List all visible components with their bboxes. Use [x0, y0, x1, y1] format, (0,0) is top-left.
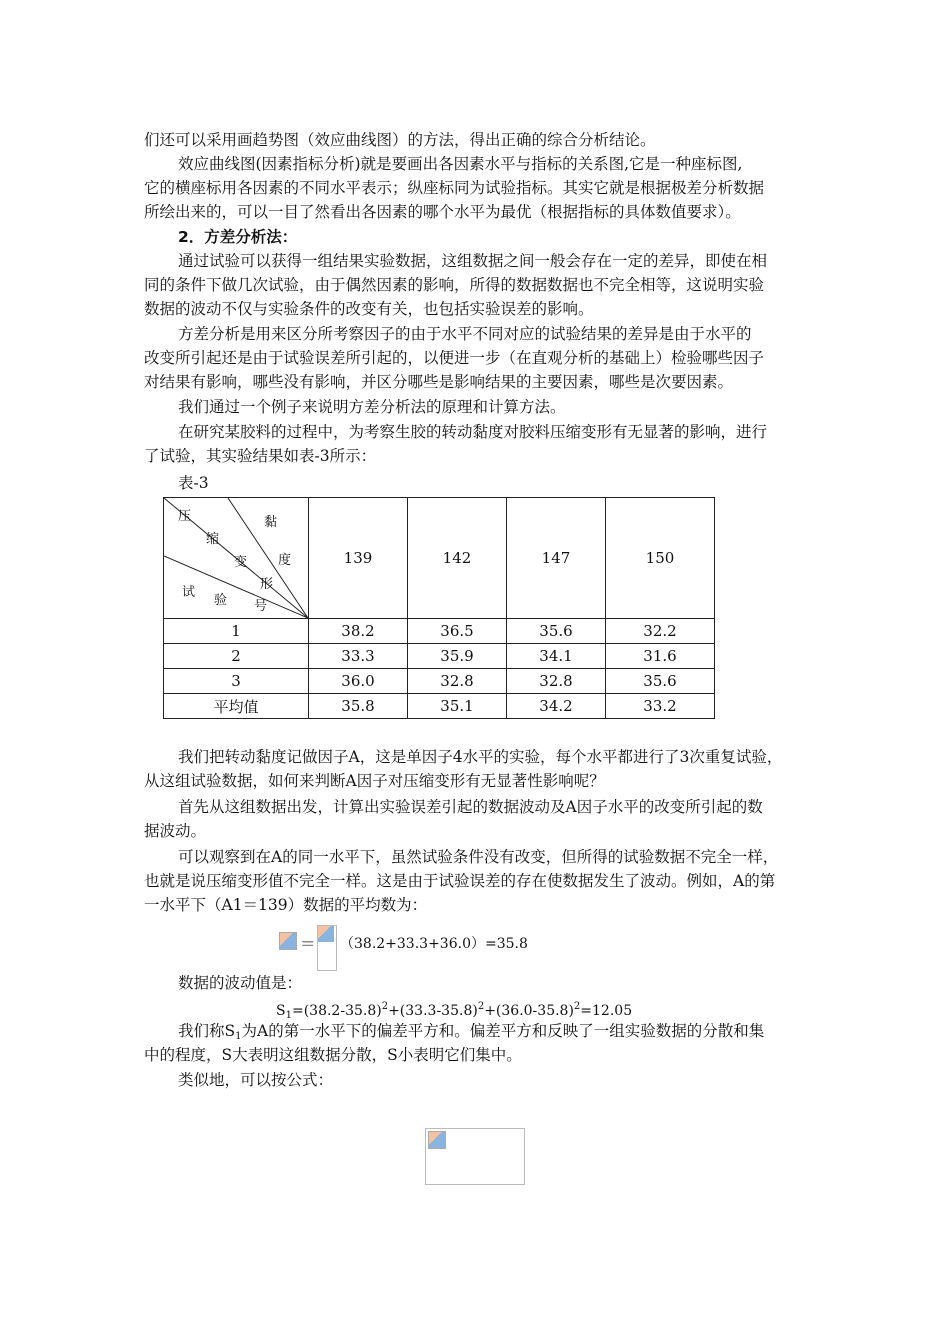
table-cell: 33.2	[606, 694, 715, 719]
section-heading: 2．方差分析法：	[178, 228, 298, 246]
paragraph-study-2: 了试验，其实验结果如表-3所示：	[144, 447, 377, 465]
paragraph-variance-1: 通过试验可以获得一组结果实验数据，这组数据之间一般会存在一定的差异，即使在相	[178, 252, 768, 270]
paragraph-fluctuation: 数据的波动值是：	[178, 974, 303, 992]
equation-average: （38.2+33.3+36.0）=35.8	[340, 936, 528, 952]
paragraph-effect-curve-2: 它的横座标用各因素的不同水平表示；纵座标同为试验指标。其实它就是根据极差分析数据	[144, 179, 765, 197]
table-cell: 32.2	[606, 619, 715, 644]
paragraph-anova-1: 方差分析是用来区分所考察因子的由于水平不同对应的试验结果的差异是由于水平的	[178, 325, 752, 343]
diag-label: 度	[278, 553, 292, 568]
table-row-average	[164, 694, 715, 719]
row-label: 1	[164, 619, 309, 644]
equation-equals: ＝	[300, 935, 316, 953]
paragraph-effect-curve-1: 效应曲线图(因素指标分析)就是要画出各因素水平与指标的关系图,它是一种座标图,	[178, 155, 743, 173]
table-header-row	[164, 498, 715, 619]
paragraph-factor-2: 从这组试验数据，如何来判断A因子对压缩变形有无显著性影响呢？	[144, 772, 605, 790]
paragraph-observe-2: 也就是说压缩变形值不完全一样。这是由于试验误差的存在使数据发生了波动。例如，A的第	[144, 872, 776, 890]
paragraph-start-1: 首先从这组数据出发，计算出实验误差引起的数据波动及A因子水平的改变所引起的数	[178, 798, 763, 816]
table-cell: 32.8	[408, 669, 507, 694]
paragraph-observe-1: 可以观察到在A的同一水平下，虽然试验条件没有改变，但所得的试验数据不完全一样，	[178, 848, 779, 866]
paragraph-factor-1: 我们把转动黏度记做因子A，这是单因子4水平的实验，每个水平都进行了3次重复试验，	[178, 748, 783, 766]
paragraph-deviation-2: 中的程度，S大表明这组数据分散，S小表明它们集中。	[144, 1046, 522, 1064]
diag-label: 形	[260, 577, 274, 592]
paragraph-start-2: 据波动。	[144, 822, 207, 840]
image-placeholder-icon	[428, 1131, 446, 1149]
paragraph-example-intro: 我们通过一个例子来说明方差分析法的原理和计算方法。	[178, 398, 566, 416]
paragraph-anova-3: 对结果有影响，哪些没有影响，并区分哪些是影响结果的主要因素，哪些是次要因素。	[144, 373, 734, 391]
diag-label: 试	[182, 585, 196, 600]
table-cell: 36.0	[309, 669, 408, 694]
table-cell: 34.1	[507, 644, 606, 669]
diag-label: 号	[254, 599, 268, 614]
table-cell: 35.6	[606, 669, 715, 694]
table-cell: 34.2	[507, 694, 606, 719]
diagonal-header-cell	[164, 498, 309, 619]
row-label: 3	[164, 669, 309, 694]
column-header: 142	[408, 498, 507, 619]
diag-label: 黏	[264, 515, 278, 530]
table-cell: 35.9	[408, 644, 507, 669]
table-cell: 32.8	[507, 669, 606, 694]
paragraph-study-1: 在研究某胶料的过程中，为考察生胶的转动黏度对胶料压缩变形有无显著的影响，进行	[178, 423, 768, 441]
fraction-image-placeholder	[317, 925, 337, 971]
data-table	[163, 497, 715, 719]
paragraph-trend: 们还可以采用画趋势图（效应曲线图）的方法，得出正确的综合分析结论。	[144, 131, 656, 149]
column-header: 139	[309, 498, 408, 619]
table-cell: 31.6	[606, 644, 715, 669]
diag-label: 缩	[206, 532, 220, 547]
paragraph-similarly: 类似地，可以按公式：	[178, 1071, 334, 1089]
diag-label: 验	[214, 593, 228, 608]
table-row	[164, 619, 715, 644]
formula-image-icon	[279, 932, 297, 950]
table-row	[164, 669, 715, 694]
image-placeholder-icon	[318, 926, 334, 942]
table-cell: 33.3	[309, 644, 408, 669]
paragraph-deviation-1: 我们称$S_1$为A的第一水平下的偏差平方和。偏差平方和反映了一组实验数据的分散和集	[178, 1022, 765, 1042]
table-cell: 35.8	[309, 694, 408, 719]
table-cell: 36.5	[408, 619, 507, 644]
paragraph-effect-curve-3: 所绘出来的，可以一目了然看出各因素的哪个水平为最优（根据指标的具体数值要求）。	[144, 203, 741, 221]
diag-label: 压	[178, 509, 192, 524]
table-row	[164, 644, 715, 669]
column-header: 147	[507, 498, 606, 619]
table-caption: 表-3	[178, 474, 209, 492]
row-label: 平均值	[164, 694, 309, 719]
table-cell: 38.2	[309, 619, 408, 644]
paragraph-variance-3: 数据的波动不仅与实验条件的改变有关，也包括实验误差的影响。	[144, 300, 594, 318]
equation-sum-of-squares: $S_1=(38.2-35.8)^2+(33.3-35.8)^2+(36.0-35.8)^2=12.05$	[276, 1001, 633, 1021]
paragraph-variance-2: 同的条件下做几次试验，由于偶然因素的影响，所得的数据数据也不完全相等，这说明实验	[144, 276, 765, 294]
diag-label: 变	[234, 555, 248, 570]
row-label: 2	[164, 644, 309, 669]
table-cell: 35.6	[507, 619, 606, 644]
paragraph-observe-3: 一水平下（A1＝139）数据的平均数为：	[144, 896, 428, 914]
column-header: 150	[606, 498, 715, 619]
table-cell: 35.1	[408, 694, 507, 719]
paragraph-anova-2: 改变所引起还是由于试验误差所引起的，以便进一步（在直观分析的基础上）检验哪些因子	[144, 349, 765, 367]
formula-image-placeholder	[425, 1128, 525, 1185]
